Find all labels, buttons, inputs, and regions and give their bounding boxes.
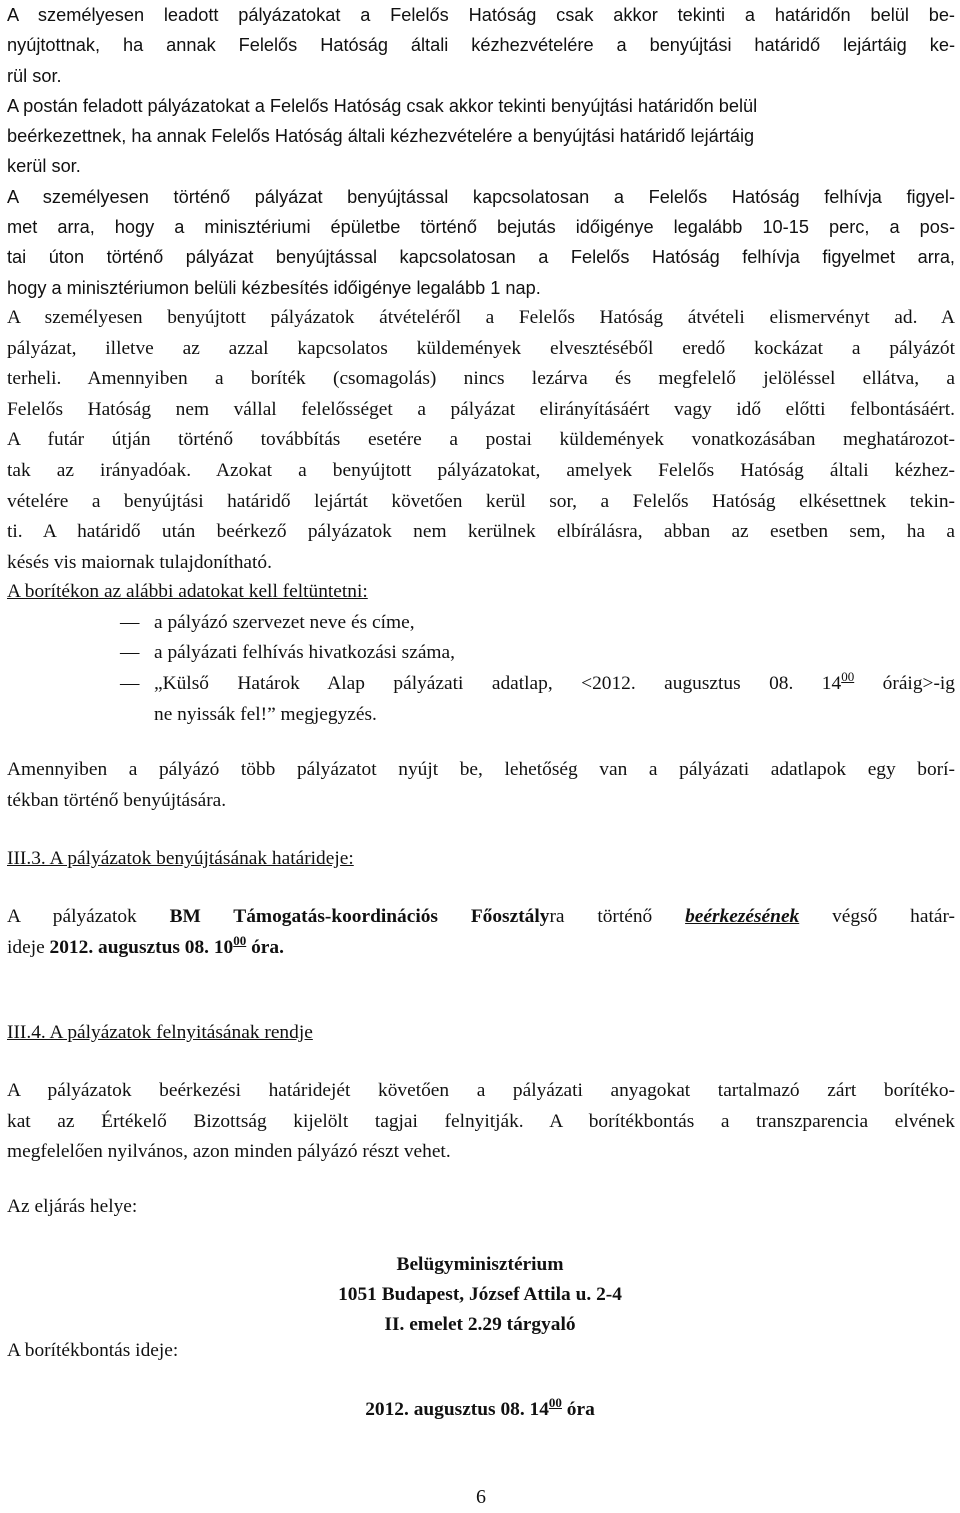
text-line: kerül sor. <box>7 156 81 177</box>
dash-bullet-icon: — <box>120 611 140 633</box>
deadline-date: 2012. augusztus 08. 10 <box>49 936 234 958</box>
list-item: — a pályázó szervezet neve és címe, <box>7 608 955 639</box>
submission-rules-paragraph <box>7 0 955 303</box>
text-line: megfelelően nyilvános, azon minden pályázó részt vehet. <box>7 1141 451 1162</box>
place-label: Az eljárás helye: <box>7 1196 138 1217</box>
list-item: — „Külső Határok Alap pályázati adatlap, <2012. augusztus 08. $14^{00}$ óráig>-ig ne nyissák fel!” megjegyzés. <box>120 668 955 725</box>
list-item: — a pályázati felhívás hivatkozási száma, <box>7 638 955 669</box>
text-line: beérkezettnek, ha annak Felelős Hatóság általi kézhezvételére a benyújtási határidő lejártáig <box>7 126 755 147</box>
text-line: késés vis maiornak tulajdonítható. <box>7 551 272 573</box>
text-line: A személyesen történő pályázat benyújtással kapcsolatosan a Felelős Hatóság felhívja figyel- <box>7 186 955 207</box>
text-line: kat az Értékelő Bizottság kijelölt tagjai felnyitják. A borítékbontás a transzparencia elvének <box>7 1110 955 1132</box>
text-line: vételére a benyújtási határidő lejártát követően kerül sor, a Felelős Hatóság elkésettnek tekin- <box>7 490 955 512</box>
envelope-section <box>7 577 955 731</box>
section-heading-opening: III.4. A pályázatok felnyitásának rendje <box>7 1022 313 1043</box>
text-line: hogy a minisztériumon belüli kézbesítés időigénye legalább 1 nap. <box>7 277 541 298</box>
deadline-paragraph: A pályázatok BM Támogatás-koordinációs Főosztályra történő beérkezésének végső határ- ideje 2012. augusztus 08. $10^{00}$ óra. <box>7 906 955 958</box>
text-line: tékban történő benyújtására. <box>7 789 227 811</box>
dash-bullet-icon: — <box>120 672 140 694</box>
text-line: nyújtottnak, ha annak Felelős Hatóság általi kézhezvételére a benyújtási határidő lejártáig ke- <box>7 35 955 56</box>
text-line: met arra, hogy a minisztériumi épületbe történő bejutás időigénye legalább 10-15 perc, a pos- <box>7 217 955 238</box>
envelope-heading: A borítékon az alábbi adatokat kell feltüntetni: <box>7 581 368 602</box>
text-line: A személyesen benyújtott pályázatok átvételéről a Felelős Hatóság átvételi elismervényt ad. A <box>7 307 955 328</box>
text-line: Felelős Hatóság nem vállal felelősséget a pályázat elirányításáért vagy idő előtti felbontásáért. <box>7 398 955 420</box>
page-number: 6 <box>476 1486 486 1508</box>
place-address: Belügyminisztérium 1051 Budapest, József Attila u. 2-4 II. emelet 2.29 tárgyaló <box>338 1254 622 1335</box>
envelope-list <box>7 608 955 731</box>
text-line: Amennyiben a pályázó több pályázatot nyújt be, lehetőség van a pályázati adatlapok egy borí- <box>7 759 955 780</box>
text-line: A személyesen leadott pályázatokat a Felelős Hatóság csak akkor tekinti a határidőn belül be- <box>7 5 955 25</box>
text-line: tai úton történő pályázat benyújtással kapcsolatosan a Felelős Hatóság felhívja figyelmet arra, <box>7 247 955 268</box>
section-heading-deadline: III.3. A pályázatok benyújtásának határideje: <box>7 848 354 869</box>
opening-time-label: A borítékbontás ideje: <box>7 1340 179 1361</box>
text-line: ti. A határidő után beérkező pályázatok nem kerülnek elbírálásra, abban az esetben sem, ha a <box>7 521 955 543</box>
dash-bullet-icon: — <box>120 642 140 663</box>
department-name: BM Támogatás-koordinációs Főosztály <box>169 906 550 927</box>
text-line: terheli. Amennyiben a boríték (csomagolás) nincs lezárva és megfelelő jelöléssel ellátva, a <box>7 368 955 390</box>
risk-paragraph <box>7 303 955 578</box>
text-line: tak az irányadóak. Azokat a benyújtott pályázatokat, amelyek Felelős Hatóság általi kézhez- <box>7 459 955 481</box>
multiple-applications-paragraph <box>7 755 955 816</box>
text-line: pályázat, illetve az azzal kapcsolatos küldemények elvesztéséből eredő kockázat a pályázót <box>7 337 955 359</box>
opening-paragraph <box>7 1076 955 1168</box>
arrival-emphasis: beérkezésének <box>685 906 800 927</box>
text-line: A futár útján történő továbbítás esetére a postai küldemények vonatkozásában meghatározot- <box>7 429 955 451</box>
text-line: A pályázatok beérkezési határidejét követően a pályázati anyagokat tartalmazó zárt borítéko- <box>7 1080 955 1101</box>
text-line: A postán feladott pályázatokat a Felelős Hatóság csak akkor tekinti benyújtási határidőn belül <box>7 95 758 116</box>
opening-time: 2012. augusztus 08. $14^{00}$ óra <box>365 1395 595 1420</box>
text-line: rül sor. <box>7 65 62 86</box>
